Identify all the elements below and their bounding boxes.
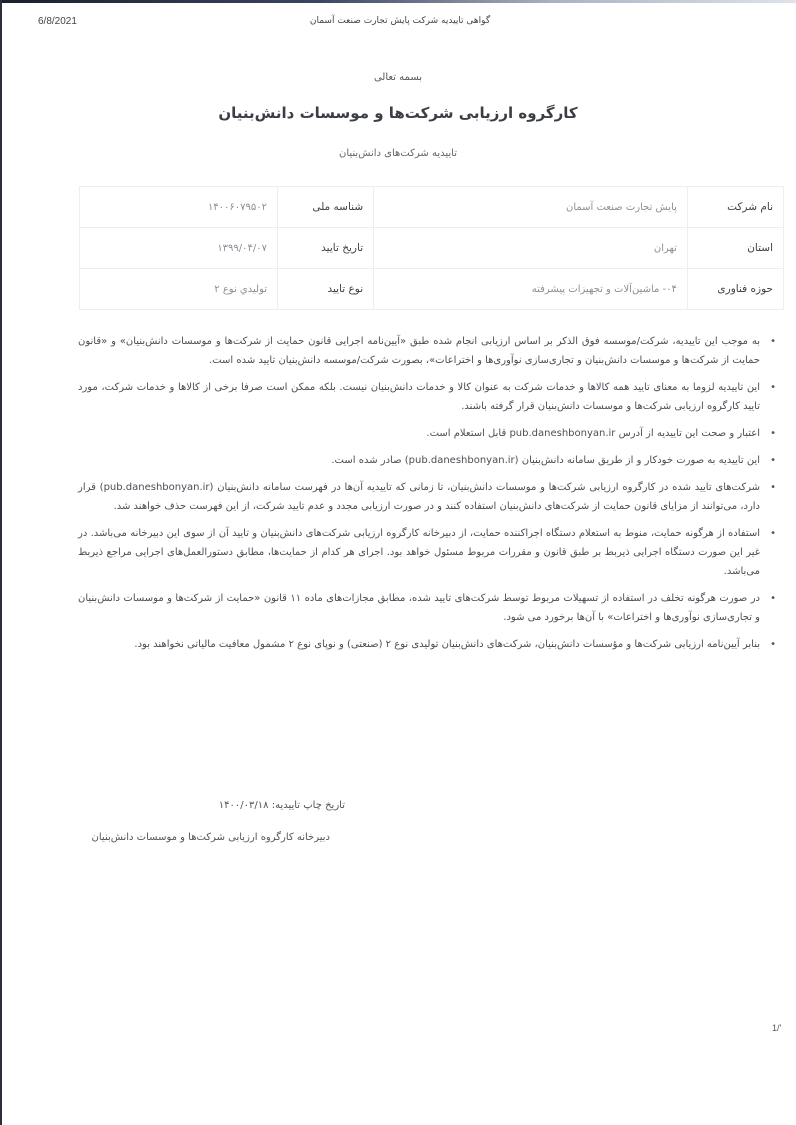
bullet-icon: •: [770, 382, 776, 393]
list-item: [78, 451, 776, 470]
label-company-name: نام شرکت: [687, 187, 783, 228]
note-text: به موجب این تاییدیه، شرکت/موسسه فوق الذکر بر اساس ارزیابی انجام شده طبق «آیین‌نامه اجرایی قانون حمایت از شرکت‌ها و موسسات دانش‌بنیان» و «قانون حمایت از شرکت‌ها و موسسات دانش‌بنیان و تجاری‌سازی نوآوری‌ها و اختراعات»، بصورت شرکت/موسسه دانش‌بنیان تایید شده است.: [78, 336, 760, 366]
table-row: [80, 187, 784, 228]
print-header-title: گواهی تاییدیه شرکت پایش تجارت صنعت آسمان: [309, 16, 491, 26]
scan-left-edge: [0, 0, 2, 1125]
bullet-icon: •: [770, 593, 776, 604]
list-item: [78, 635, 776, 654]
list-item: [78, 332, 776, 370]
note-text: اعتبار و صحت این تاییدیه از آدرس pub.daneshbonyan.ir قابل استعلام است.: [426, 428, 760, 439]
secretariat-signature: دبیرخانه کارگروه ارزیابی شرکت‌ها و موسسات دانش‌بنیان: [91, 832, 330, 843]
value-approval-type: توليدي نوع ۲: [80, 269, 278, 310]
label-approval-type: نوع تایید: [278, 269, 374, 310]
note-text: در صورت هرگونه تخلف در استفاده از تسهیلات مربوط توسط شرکت‌های تایید شده، مطابق مجازات‌های ماده ۱۱ قانون «حمایت از شرکت‌ها و موسسات دانش‌بنیان و تجاری‌سازی نوآوری‌ها و اختراعات» با آن‌ها برخورد می شود.: [78, 593, 760, 623]
bismillah: بسمه تعالی: [373, 72, 423, 83]
bullet-icon: •: [770, 639, 776, 650]
notes-list: [78, 332, 778, 662]
list-item: [78, 424, 776, 443]
company-info-table: [79, 186, 784, 310]
list-item: [78, 524, 776, 581]
bullet-icon: •: [770, 428, 776, 439]
list-item: [78, 378, 776, 416]
document-title: کارگروه ارزیابی شرکت‌ها و موسسات دانش‌بنیان: [218, 104, 578, 122]
note-text: این تاییدیه لزوما به معنای تایید همه کالاها و خدمات شرکت به عنوان کالا و خدمات دانش‌بنیان نیست. بلکه ممکن است صرفا برخی از کالاها و خدمات شرکت، مورد تایید کارگروه ارزیابی شرکت‌ها و موسسات دانش‌بنیان قرار گرفته باشند.: [78, 382, 760, 412]
value-province: تهران: [374, 228, 688, 269]
scan-top-edge: [0, 0, 796, 3]
page-number: 1/': [772, 1023, 782, 1033]
note-text: این تاییدیه به صورت خودکار و از طریق سامانه دانش‌بنیان (pub.daneshbonyan.ir) صادر شده است.: [331, 455, 760, 466]
label-province: استان: [687, 228, 783, 269]
note-text: استفاده از هرگونه حمایت، منوط به استعلام دستگاه اجراکننده حمایت، از دبیرخانه کارگروه ارزیابی شرکت‌های دانش‌بنیان و تایید آن از سوی این دبیرخانه می‌باشد. در غیر این صورت دستگاه اجرایی ذیربط بر طبق قانون و مقررات مربوط مسئول خواهد بود. اجرای هر کدام از حمایت‌ها، مطابق دستورالعمل‌های اجرایی مراجع ذیربط می‌باشد.: [78, 528, 760, 577]
document-subtitle: تاییدیه شرکت‌های دانش‌بنیان: [339, 148, 457, 159]
approval-print-date: تاریخ چاپ تاییدیه: ۱۴۰۰/۰۳/۱۸: [218, 800, 345, 811]
table-row: [80, 228, 784, 269]
label-national-id: شناسه ملی: [278, 187, 374, 228]
value-technology-field: ۰۴- ماشین‌آلات و تجهیزات پیشرفته: [374, 269, 688, 310]
bullet-icon: •: [770, 336, 776, 347]
label-approval-date: تاریخ تایید: [278, 228, 374, 269]
list-item: [78, 589, 776, 627]
note-text: شرکت‌های تایید شده در کارگروه ارزیابی شرکت‌ها و موسسات دانش‌بنیان، تا زمانی که تاییدیه آن‌ها در فهرست سامانه دانش‌بنیان (pub.daneshbonyan.ir) قرار دارد، می‌توانند از مزایای قانون حمایت از شرکت‌های دانش‌بنیان استفاده کنند و در صورت ارزیابی مجدد و عدم تایید شرکت، از این فهرست حذف خواهند شد.: [78, 482, 760, 512]
list-item: [78, 478, 776, 516]
value-national-id: ۱۴۰۰۶۰۷۹۵۰۲: [80, 187, 278, 228]
bullet-icon: •: [770, 482, 776, 493]
bullet-icon: •: [770, 528, 776, 539]
table-row: [80, 269, 784, 310]
print-date: 6/8/2021: [38, 16, 77, 27]
bullet-icon: •: [770, 455, 776, 466]
value-company-name: پایش تجارت صنعت آسمان: [374, 187, 688, 228]
label-technology-field: حوزه فناوری: [687, 269, 783, 310]
note-text: بنابر آیین‌نامه ارزیابی شرکت‌ها و مؤسسات دانش‌بنیان، شرکت‌های دانش‌بنیان تولیدی نوع ۲ (صنعتی) و نوپای نوع ۲ مشمول معافیت مالیاتی نخواهند بود.: [134, 639, 760, 650]
value-approval-date: ۱۳۹۹/۰۴/۰۷: [80, 228, 278, 269]
